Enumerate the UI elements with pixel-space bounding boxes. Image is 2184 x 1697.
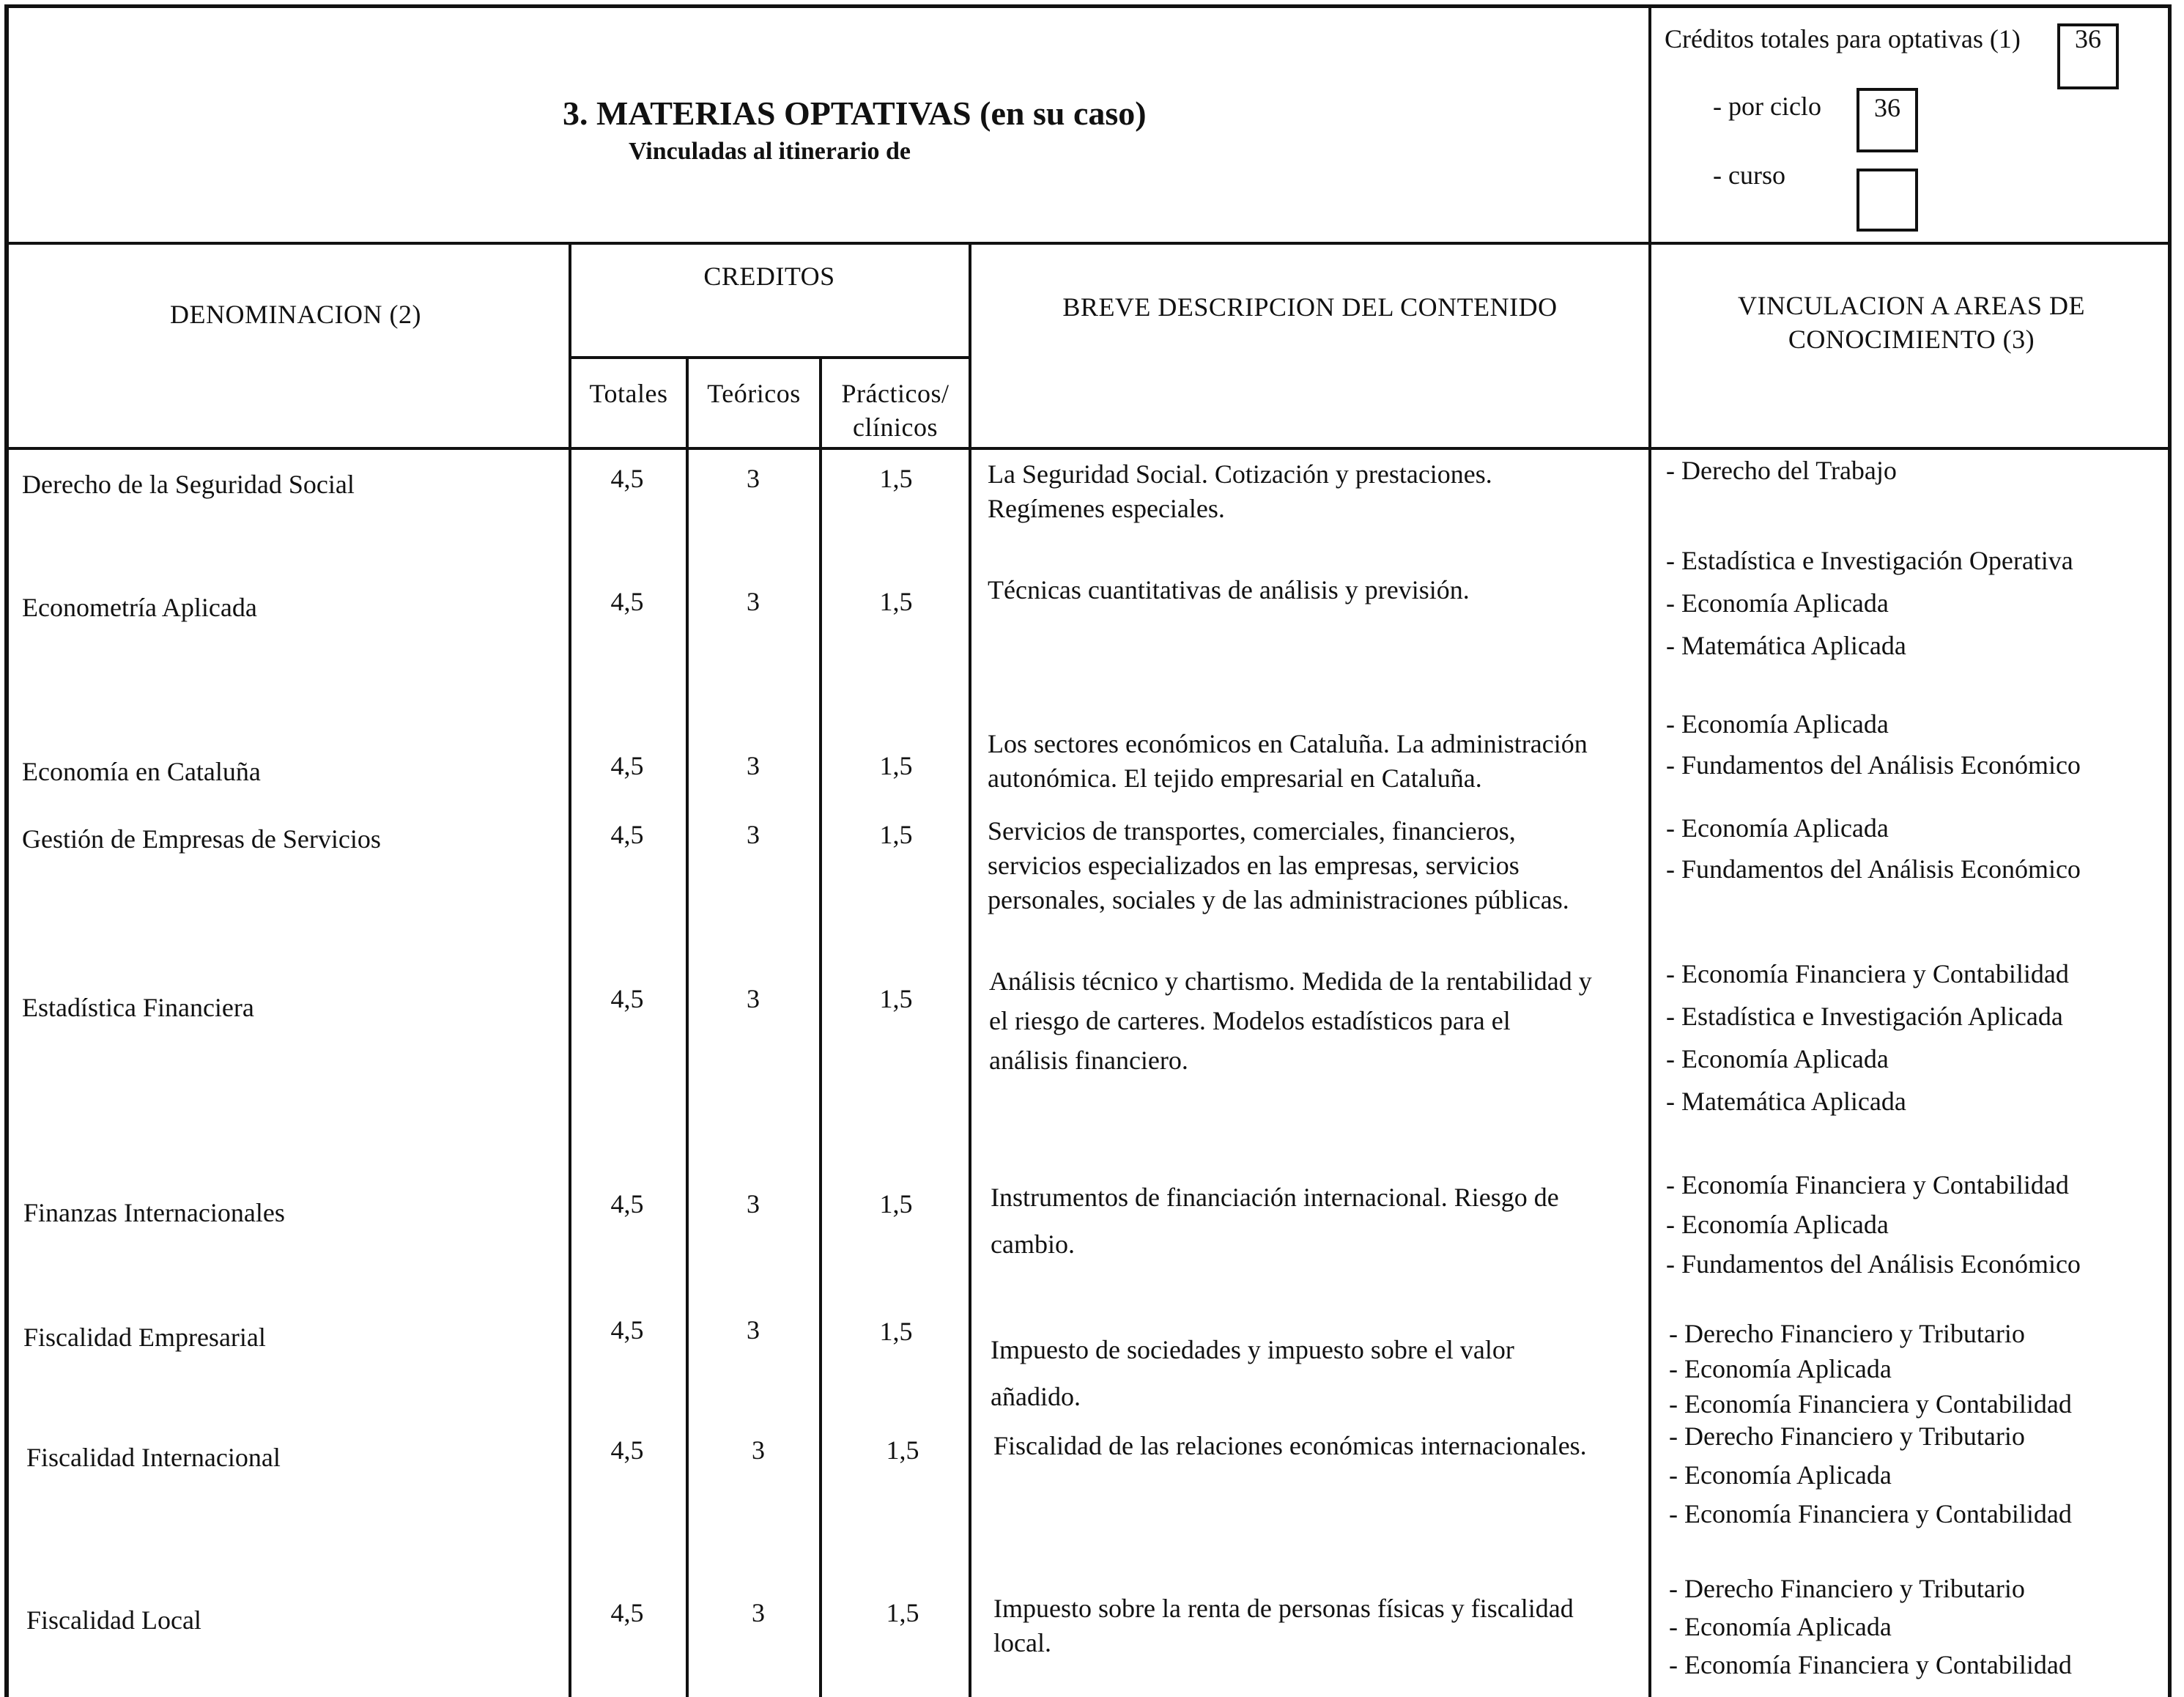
row-7-area-1: - Derecho Financiero y Tributario xyxy=(1669,1319,2025,1348)
row-4-desc xyxy=(988,814,1647,917)
row-2-area-1: - Estadística e Investigación Operativa xyxy=(1666,546,2073,575)
creditos-totales-label: Créditos totales para optativas (1) xyxy=(1665,24,2021,53)
row-9-name: Fiscalidad Local xyxy=(26,1605,201,1635)
row-4-name: Gestión de Empresas de Servicios xyxy=(22,824,381,854)
row-5-area-1: - Economía Financiera y Contabilidad xyxy=(1666,959,2069,988)
row-6-desc-line1: Instrumentos de financiación internacional. Riesgo de xyxy=(991,1183,1559,1212)
row-3-desc-line2: autonómica. El tejido empresarial en Cataluña. xyxy=(988,764,1482,793)
page-subtitle: Vinculadas al itinerario de xyxy=(629,138,911,165)
row-3-name: Economía en Cataluña xyxy=(22,757,261,786)
row-1-desc xyxy=(988,457,1632,526)
row-8-desc xyxy=(993,1429,1638,1463)
col-header-denominacion: DENOMINACION (2) xyxy=(170,300,421,329)
row-3-totales: 4,5 xyxy=(610,751,644,780)
header-bottom-rule xyxy=(4,242,2172,245)
row-2-desc-line1: Técnicas cuantitativas de análisis y previsión. xyxy=(988,575,1470,605)
row-7-areas xyxy=(1669,1316,2072,1421)
row-7-area-2: - Economía Aplicada xyxy=(1669,1354,1892,1383)
row-5-area-3: - Economía Aplicada xyxy=(1666,1044,1889,1073)
curso-box xyxy=(1857,169,1918,232)
row-4-areas xyxy=(1666,807,2081,890)
por-ciclo-box xyxy=(1857,88,1918,152)
col-header-vinculacion-line2: CONOCIMIENTO (3) xyxy=(1788,325,2035,354)
row-7-desc-line2: añadido. xyxy=(991,1382,1081,1411)
col-header-descripcion: BREVE DESCRIPCION DEL CONTENIDO xyxy=(1062,292,1558,322)
row-7-area-3: - Economía Financiera y Contabilidad xyxy=(1669,1389,2072,1419)
row-5-area-4: - Matemática Aplicada xyxy=(1666,1087,1906,1116)
row-2-area-3: - Matemática Aplicada xyxy=(1666,631,1906,660)
row-2-totales: 4,5 xyxy=(610,587,644,616)
row-6-totales: 4,5 xyxy=(610,1189,644,1219)
row-1-name: Derecho de la Seguridad Social xyxy=(22,470,355,499)
column-header-bottom-rule xyxy=(4,447,2172,450)
row-3-area-1: - Economía Aplicada xyxy=(1666,709,1889,739)
row-7-practicos: 1,5 xyxy=(879,1317,913,1346)
row-7-totales: 4,5 xyxy=(610,1315,644,1345)
por-ciclo-value: 36 xyxy=(1874,93,1900,122)
row-8-teoricos: 3 xyxy=(752,1435,765,1465)
row-8-desc-line1: Fiscalidad de las relaciones económicas internacionales. xyxy=(993,1431,1587,1460)
row-4-practicos: 1,5 xyxy=(879,820,913,849)
por-ciclo-label: - por ciclo xyxy=(1713,92,1821,121)
creditos-totales-value: 36 xyxy=(2075,24,2101,53)
row-5-practicos: 1,5 xyxy=(879,984,913,1013)
row-1-desc-line2: Regímenes especiales. xyxy=(988,494,1225,523)
row-1-area-1: - Derecho del Trabajo xyxy=(1666,456,1897,485)
row-5-name: Estadística Financiera xyxy=(22,993,254,1022)
row-4-area-2: - Fundamentos del Análisis Económico xyxy=(1666,854,2081,884)
header-divider xyxy=(1648,4,1651,1697)
row-5-totales: 4,5 xyxy=(610,984,644,1013)
row-4-totales: 4,5 xyxy=(610,820,644,849)
row-6-teoricos: 3 xyxy=(747,1189,760,1219)
row-7-name: Fiscalidad Empresarial xyxy=(23,1323,266,1352)
row-9-area-2: - Economía Aplicada xyxy=(1669,1612,1892,1641)
row-9-totales: 4,5 xyxy=(610,1598,644,1627)
row-9-areas xyxy=(1669,1570,2072,1684)
row-3-area-2: - Fundamentos del Análisis Económico xyxy=(1666,750,2081,780)
row-9-area-1: - Derecho Financiero y Tributario xyxy=(1669,1574,2025,1603)
col-header-vinculacion xyxy=(1651,289,2172,356)
col-header-practicos-line1: Prácticos/ xyxy=(841,379,950,408)
row-8-area-3: - Economía Financiera y Contabilidad xyxy=(1669,1499,2072,1528)
row-9-practicos: 1,5 xyxy=(886,1598,919,1627)
page-title: 3. MATERIAS OPTATIVAS (en su caso) xyxy=(563,95,1147,132)
row-1-practicos: 1,5 xyxy=(879,464,913,493)
col-header-totales: Totales xyxy=(589,379,668,408)
row-3-teoricos: 3 xyxy=(747,751,760,780)
col-header-teoricos: Teóricos xyxy=(707,379,801,408)
row-3-desc-line1: Los sectores económicos en Cataluña. La administración xyxy=(988,729,1588,758)
row-3-areas xyxy=(1666,703,2081,785)
row-5-desc-line1: Análisis técnico y chartismo. Medida de la rentabilidad y xyxy=(989,966,1592,996)
col-header-creditos: CREDITOS xyxy=(703,262,835,291)
row-5-area-2: - Estadística e Investigación Aplicada xyxy=(1666,1002,2063,1031)
row-2-teoricos: 3 xyxy=(747,587,760,616)
row-4-desc-line3: personales, sociales y de las administraciones públicas. xyxy=(988,885,1569,914)
row-9-desc-line1: Impuesto sobre la renta de personas físicas y fiscalidad xyxy=(993,1594,1574,1623)
col-line-teoricos xyxy=(819,356,822,1697)
row-7-teoricos: 3 xyxy=(747,1315,760,1345)
row-5-areas xyxy=(1666,953,2069,1123)
row-8-areas xyxy=(1669,1417,2072,1534)
row-6-area-3: - Fundamentos del Análisis Económico xyxy=(1666,1249,2081,1279)
row-5-desc-line2: el riesgo de carteres. Modelos estadísticos para el xyxy=(989,1006,1511,1035)
row-2-name: Econometría Aplicada xyxy=(22,593,257,622)
row-6-areas xyxy=(1666,1165,2081,1284)
row-5-desc-line3: análisis financiero. xyxy=(989,1046,1188,1075)
col-line-denominacion xyxy=(569,242,571,1697)
row-1-areas xyxy=(1666,451,1897,489)
row-8-practicos: 1,5 xyxy=(886,1435,919,1465)
col-header-vinculacion-line1: VINCULACION A AREAS DE xyxy=(1737,291,2086,320)
row-9-teoricos: 3 xyxy=(752,1598,765,1627)
row-2-area-2: - Economía Aplicada xyxy=(1666,588,1889,618)
row-4-desc-line2: servicios especializados en las empresas, servicios xyxy=(988,851,1519,880)
row-3-desc xyxy=(988,727,1632,796)
row-4-desc-line1: Servicios de transportes, comerciales, financieros, xyxy=(988,816,1516,846)
row-6-desc xyxy=(991,1174,1635,1268)
row-2-areas xyxy=(1666,539,2073,667)
creditos-totales-box xyxy=(2057,23,2119,89)
row-1-desc-line1: La Seguridad Social. Cotización y prestaciones. xyxy=(988,459,1492,489)
row-6-area-1: - Economía Financiera y Contabilidad xyxy=(1666,1170,2069,1199)
curso-label: - curso xyxy=(1713,160,1785,190)
row-6-practicos: 1,5 xyxy=(879,1189,913,1219)
row-2-desc xyxy=(988,573,1632,607)
row-9-desc xyxy=(993,1591,1638,1660)
row-4-teoricos: 3 xyxy=(747,820,760,849)
row-8-totales: 4,5 xyxy=(610,1435,644,1465)
col-line-creditos xyxy=(969,242,971,1697)
row-7-desc xyxy=(991,1326,1635,1420)
col-line-totales xyxy=(686,356,689,1697)
row-3-practicos: 1,5 xyxy=(879,751,913,780)
row-8-area-2: - Economía Aplicada xyxy=(1669,1460,1892,1490)
row-6-name: Finanzas Internacionales xyxy=(23,1198,285,1227)
row-5-desc xyxy=(989,961,1648,1080)
row-5-teoricos: 3 xyxy=(747,984,760,1013)
row-7-desc-line1: Impuesto de sociedades y impuesto sobre el valor xyxy=(991,1335,1514,1364)
row-6-desc-line2: cambio. xyxy=(991,1230,1075,1259)
row-1-teoricos: 3 xyxy=(747,464,760,493)
row-2-practicos: 1,5 xyxy=(879,587,913,616)
row-8-area-1: - Derecho Financiero y Tributario xyxy=(1669,1421,2025,1451)
creditos-subheader-rule xyxy=(569,356,970,359)
row-6-area-2: - Economía Aplicada xyxy=(1666,1210,1889,1239)
row-1-totales: 4,5 xyxy=(610,464,644,493)
row-8-name: Fiscalidad Internacional xyxy=(26,1443,281,1472)
row-9-area-3: - Economía Financiera y Contabilidad xyxy=(1669,1650,2072,1679)
row-4-area-1: - Economía Aplicada xyxy=(1666,813,1889,843)
col-header-practicos xyxy=(822,377,969,444)
col-header-practicos-line2: clínicos xyxy=(853,413,938,442)
row-9-desc-line2: local. xyxy=(993,1628,1051,1657)
